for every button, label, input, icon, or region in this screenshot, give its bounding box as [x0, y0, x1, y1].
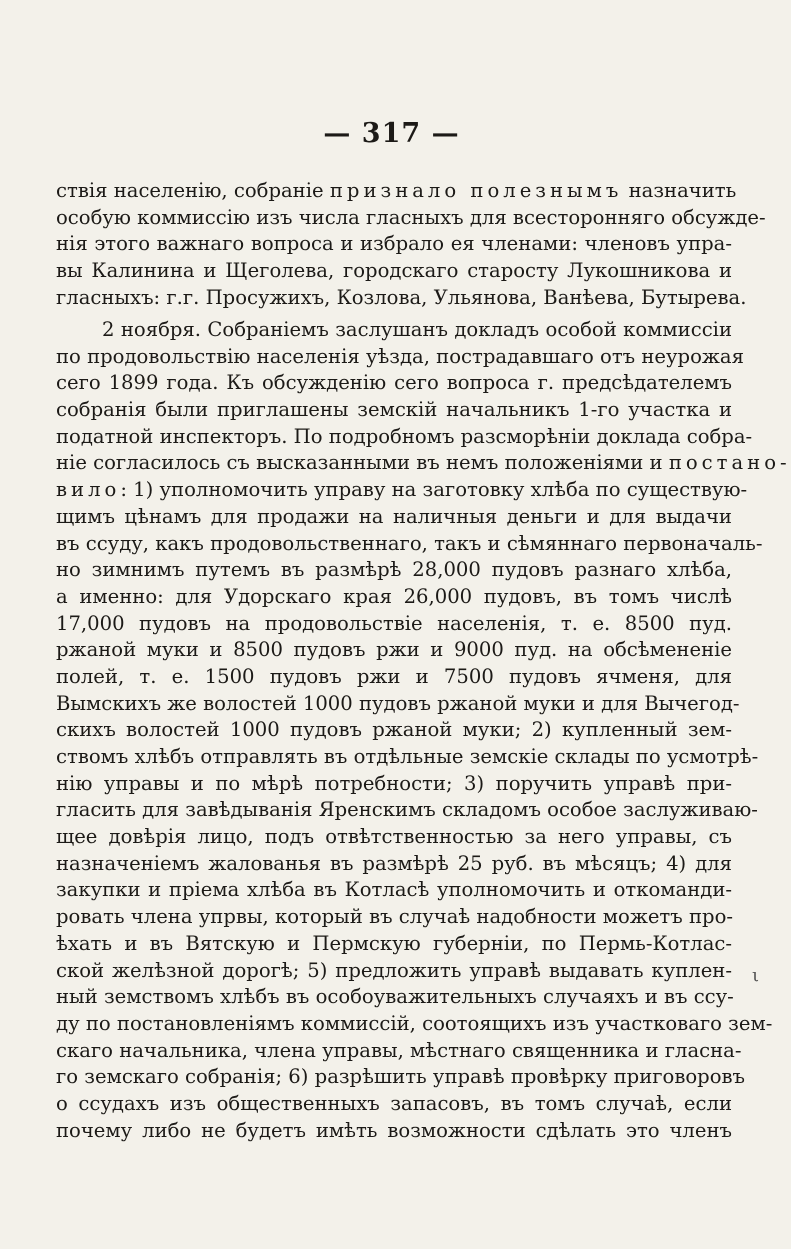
- text-line: вило: 1) уполномочить управу на заготовку хлѣба по существую-: [56, 478, 748, 502]
- text-line: гласныхъ: г.г. Просужихъ, Козлова, Ульянова, Ванѣева, Бутырева.: [56, 285, 747, 309]
- paragraph-2: [56, 317, 791, 1144]
- text-line: ржаной муки и 8500 пудовъ ржи и 9000 пуд. на обсѣмененіе: [56, 638, 732, 662]
- margin-mark: ι: [752, 965, 760, 986]
- text-line: щее довѣрія лицо, подъ отвѣтственностью за него управы, съ: [56, 825, 732, 849]
- text-line: закупки и пріема хлѣба въ Котласѣ уполномочить и откоманди-: [56, 878, 732, 902]
- text-line: го земскаго собранія; 6) разрѣшить управѣ провѣрку приговоровъ: [56, 1065, 745, 1089]
- text-line: ствомъ хлѣбъ отправлять въ отдѣльные земскіе склады по усмотрѣ-: [56, 745, 759, 768]
- text-line: 17,000 пудовъ на продовольствіе населенія, т. е. 8500 пуд.: [56, 611, 732, 635]
- text-line: почему либо не будетъ имѣть возможности сдѣлать это членъ: [56, 1118, 732, 1142]
- text-line: ской желѣзной дорогѣ; 5) предложить управѣ выдавать куплен-: [56, 958, 732, 982]
- text-line: о ссудахъ изъ общественныхъ запасовъ, въ томъ случаѣ, если: [56, 1091, 732, 1115]
- text-line: щимъ цѣнамъ для продажи на наличныя деньги и для выдачи: [56, 504, 732, 528]
- paragraph-1: [56, 178, 766, 311]
- text-line: нія этого важнаго вопроса и избрало ея членами: членовъ упра-: [56, 232, 732, 256]
- text-line: вы Калинина и Щеголева, городскаго старосту Лукошникова и: [56, 259, 732, 283]
- page-number: — 317 —: [323, 118, 460, 149]
- text-line: скихъ волостей 1000 пудовъ ржаной муки; 2) купленный зем-: [56, 718, 732, 742]
- text-line: нію управы и по мѣрѣ потребности; 3) поручить управѣ при-: [56, 771, 732, 795]
- text-line: 2 ноября. Собраніемъ заслушанъ докладъ особой коммиссіи: [102, 318, 732, 341]
- text-line: ѣхать и въ Вятскую и Пермскую губерніи, по Пермь-Котлас-: [56, 931, 732, 955]
- text-line: но зимнимъ путемъ въ размѣрѣ 28,000 пудовъ разнаго хлѣба,: [56, 558, 732, 582]
- text-line: ніе согласилось съ высказанными въ немъ положеніями и постано-: [56, 451, 791, 475]
- text-line: гласить для завѣдыванія Яренскимъ складомъ особое заслуживаю-: [56, 798, 758, 822]
- text-line: собранія были приглашены земскій начальникъ 1-го участка и: [56, 398, 732, 422]
- text-line: по продовольствію населенія уѣзда, пострадавшаго отъ неурожая: [56, 344, 744, 368]
- text-line: ный земствомъ хлѣбъ въ особоуважительныхъ случаяхъ и въ ссу-: [56, 985, 734, 1009]
- text-line: въ ссуду, какъ продовольственнаго, такъ и сѣмяннаго первоначаль-: [56, 531, 763, 555]
- text-line: скаго начальника, члена управы, мѣстнаго священника и гласна-: [56, 1038, 742, 1062]
- text-line: ровать члена упрвы, который въ случаѣ надобности можетъ про-: [56, 905, 733, 929]
- text-line: сего 1899 года. Къ обсужденію сего вопроса г. предсѣдателемъ: [56, 371, 732, 395]
- text-line: ствія населенію, собраніе признало полезнымъ назначить: [56, 179, 737, 202]
- text-line: полей, т. е. 1500 пудовъ ржи и 7500 пудовъ ячменя, для: [56, 664, 732, 688]
- text-line: назначеніемъ жалованья въ размѣрѣ 25 руб. въ мѣсяцъ; 4) для: [56, 851, 732, 875]
- text-line: ду по постановленіямъ коммиссій, соотоящихъ изъ участковаго зем-: [56, 1011, 773, 1035]
- text-line: а именно: для Удорскаго края 26,000 пудовъ, въ томъ числѣ: [56, 584, 732, 608]
- text-line: податной инспекторъ. По подробномъ разсморѣніи доклада собра-: [56, 424, 753, 448]
- text-line: Вымскихъ же волостей 1000 пудовъ ржаной муки и для Вычегод-: [56, 691, 740, 715]
- text-line: особую коммиссію изъ числа гласныхъ для всесторонняго обсужде-: [56, 205, 766, 229]
